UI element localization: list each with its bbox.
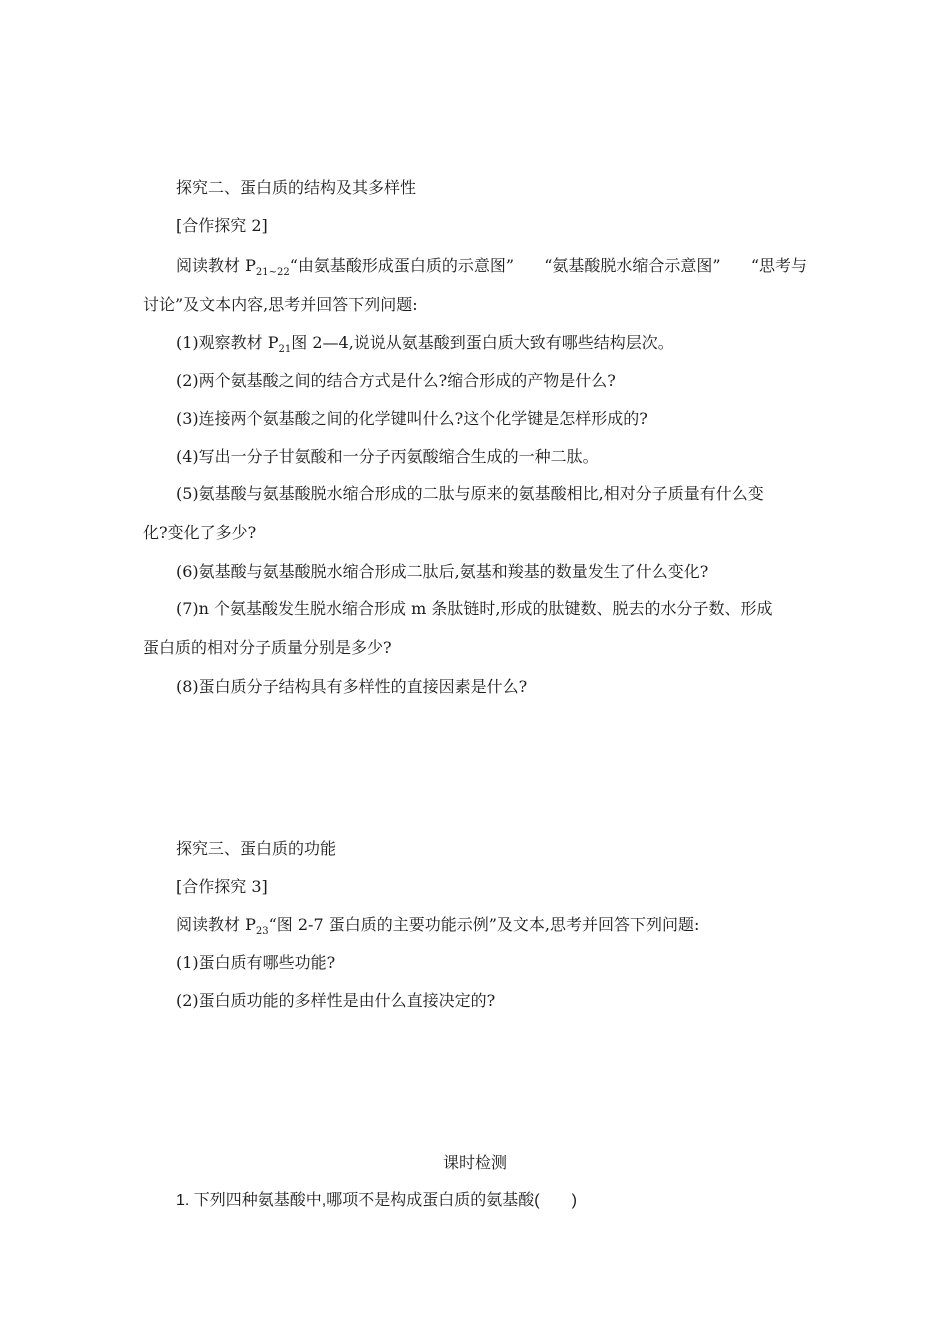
section2-coop-label: [合作探究 2] (176, 216, 268, 235)
section2-question-7-line1: (7)n 个氨基酸发生脱水缩合形成 m 条肽链时,形成的肽键数、脱去的水分子数、形成 (176, 599, 773, 618)
section2-intro-line2: 讨论”及文本内容,思考并回答下列问题: (143, 295, 418, 314)
section2-intro-seg2: “氨基酸脱水缩合示意图” (544, 256, 721, 275)
section2-question-5-line1: (5)氨基酸与氨基酸脱水缩合形成的二肽与原来的氨基酸相比,相对分子质量有什么变 (176, 484, 764, 503)
quiz-question-1: 1. 下列四种氨基酸中,哪项不是构成蛋白质的氨基酸( ) (176, 1192, 577, 1209)
section3-heading: 探究三、蛋白质的功能 (176, 839, 337, 858)
section2-question-2: (2)两个氨基酸之间的结合方式是什么?缩合形成的产物是什么? (176, 371, 616, 390)
section2-question-1: (1)观察教材 $P_{21}$图 2—4,说说从氨基酸到蛋白质大致有哪些结构层次。 (176, 333, 674, 355)
section2-question-6: (6)氨基酸与氨基酸脱水缩合形成二肽后,氨基和羧基的数量发生了什么变化? (176, 562, 709, 581)
section2-question-4: (4)写出一分子甘氨酸和一分子丙氨酸缩合生成的一种二肽。 (176, 447, 599, 466)
section3-question-2: (2)蛋白质功能的多样性是由什么直接决定的? (176, 991, 496, 1010)
section2-question-7-line2: 蛋白质的相对分子质量分别是多少? (143, 638, 392, 657)
section3-intro: 阅读教材 $P_{23}“$图 2-7 蛋白质的主要功能示例”及文本,思考并回答下列问题: (176, 915, 700, 937)
section3-question-1: (1)蛋白质有哪些功能? (176, 953, 336, 972)
section3-coop-label: [合作探究 3] (176, 877, 268, 896)
section2-heading: 探究二、蛋白质的结构及其多样性 (176, 178, 417, 197)
section2-question-3: (3)连接两个氨基酸之间的化学键叫什么?这个化学键是怎样形成的? (176, 409, 648, 428)
section2-question-5-line2: 化?变化了多少? (143, 523, 257, 542)
section2-question-8: (8)蛋白质分子结构具有多样性的直接因素是什么? (176, 677, 528, 696)
section2-intro-line1 (176, 255, 807, 280)
quiz-title: 课时检测 (442, 1153, 507, 1172)
section2-intro-seg3: “思考与 (750, 256, 807, 275)
section2-intro-start: 阅读教材 $P_{21\sim 22}“$由氨基酸形成蛋白质的示意图” (176, 256, 515, 278)
